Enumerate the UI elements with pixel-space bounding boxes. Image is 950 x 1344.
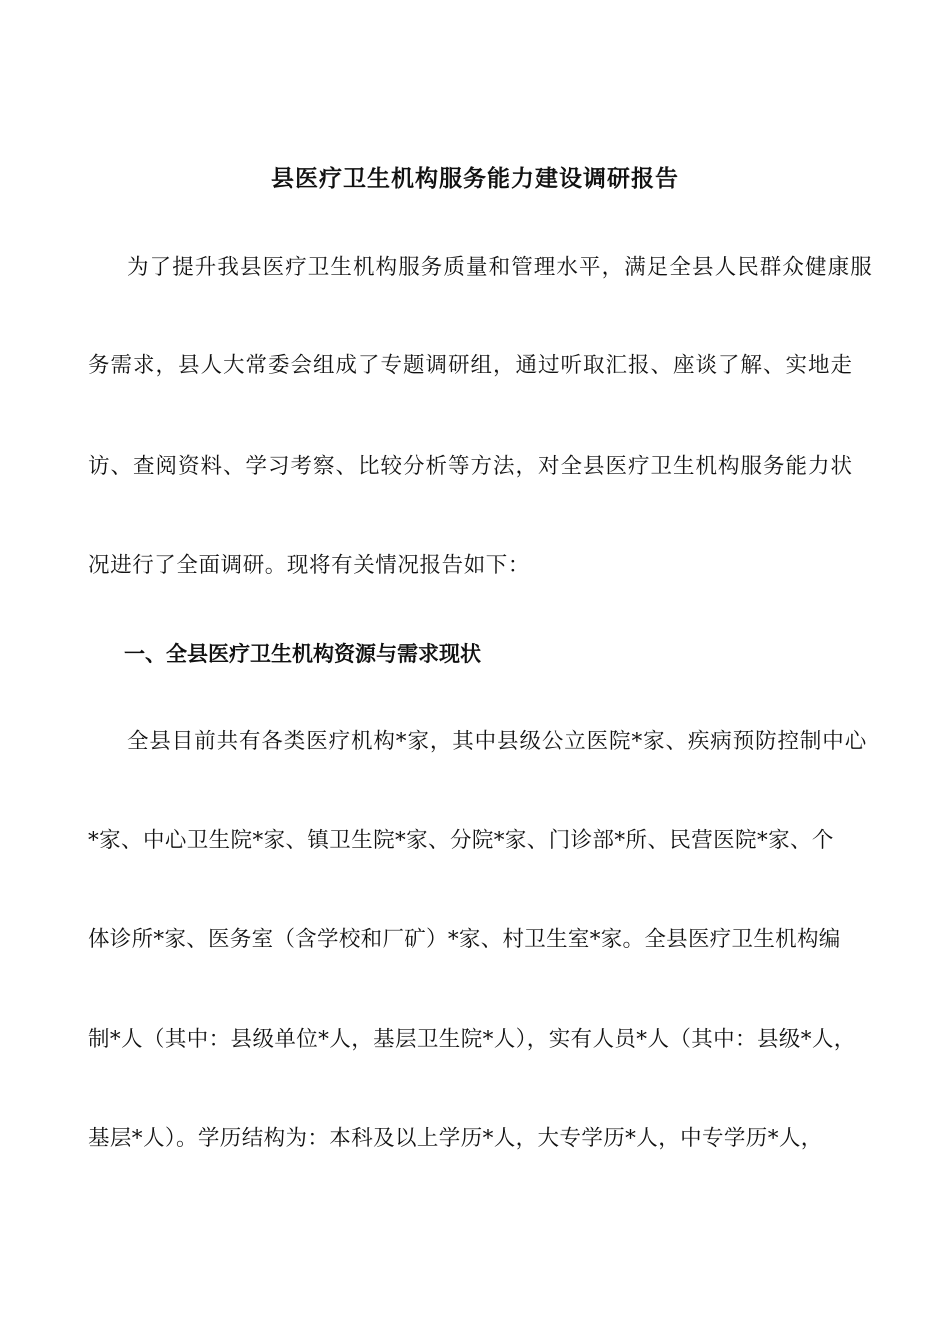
intro-line-3: 访、查阅资料、学习考察、比较分析等方法，对全县医疗卫生机构服务能力状 [88,454,854,479]
document-title: 县医疗卫生机构服务能力建设调研报告 [271,166,679,192]
section1-line-4: 制*人（其中：县级单位*人，基层卫生院*人），实有人员*人（其中：县级*人， [88,1027,856,1052]
intro-line-1: 为了提升我县医疗卫生机构服务质量和管理水平，满足全县人民群众健康服 [127,255,873,280]
section1-line-3: 体诊所*家、医务室（含学校和厂矿）*家、村卫生室*家。全县医疗卫生机构编 [88,927,841,952]
section1-line-5: 基层*人）。学历结构为：本科及以上学历*人，大专学历*人，中专学历*人， [88,1126,823,1151]
section-heading-1: 一、全县医疗卫生机构资源与需求现状 [124,642,481,666]
intro-line-4: 况进行了全面调研。现将有关情况报告如下： [88,553,531,578]
section1-line-1: 全县目前共有各类医疗机构*家，其中县级公立医院*家、疾病预防控制中心 [127,729,868,754]
intro-line-2: 务需求，县人大常委会组成了专题调研组，通过听取汇报、座谈了解、实地走 [88,353,854,378]
section1-line-2: *家、中心卫生院*家、镇卫生院*家、分院*家、门诊部*所、民营医院*家、个 [88,828,834,853]
